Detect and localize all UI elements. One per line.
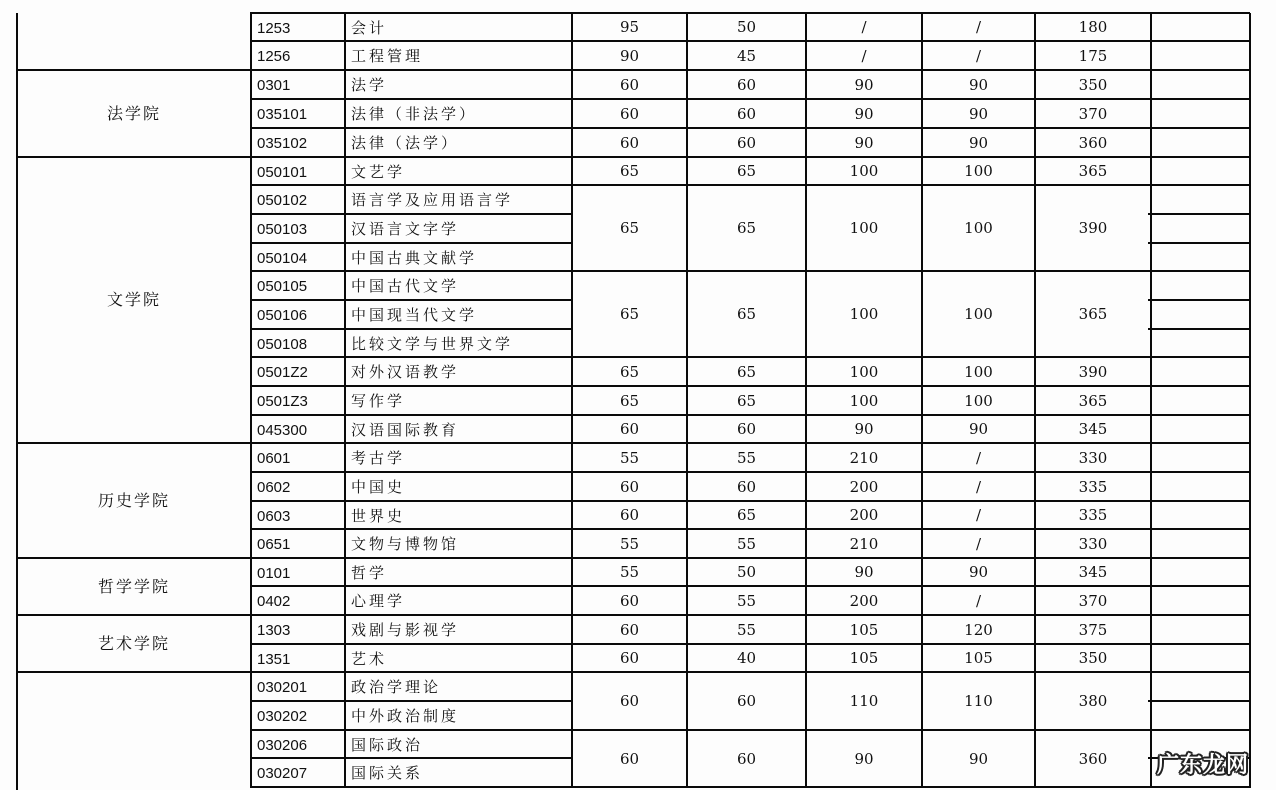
row-divider [251,213,572,215]
score-subject-2: 120 [964,620,993,639]
note-row-divider [1148,69,1250,71]
note-row-divider [1148,471,1250,473]
score-subject-2: 100 [964,305,993,323]
major-name: 比较文学与世界文学 [351,334,514,353]
major-name: 写作学 [351,392,406,410]
note-row-divider [1148,127,1250,129]
major-code: 0603 [257,507,291,525]
major-code: 050104 [257,249,308,267]
score-politics: 55 [619,563,640,581]
score-total: 390 [1078,219,1108,237]
row-divider [251,585,572,587]
score-subject-2: / [975,591,982,610]
score-foreign-language: 60 [736,133,757,152]
row-divider [251,671,572,673]
major-name: 法律（非法学） [351,105,478,123]
score-politics: 60 [619,104,640,123]
score-subject-2: 105 [964,649,993,667]
row-divider [251,184,572,186]
score-subject-1: 100 [849,219,879,237]
score-total: 380 [1078,692,1108,710]
major-code: 0501Z3 [257,393,308,410]
major-code: 050103 [257,221,308,238]
score-politics: 60 [619,591,640,610]
row-divider [251,98,572,100]
score-foreign-language: 45 [736,46,757,65]
score-subject-2: / [975,534,982,553]
score-subject-2: 90 [968,563,989,581]
score-total: 360 [1078,133,1108,152]
note-row-divider [1148,700,1250,702]
major-code: 0602 [257,479,291,496]
score-subject-2: 90 [968,104,989,123]
score-total: 390 [1078,362,1108,381]
note-row-divider [1148,242,1250,244]
score-politics: 60 [619,620,640,639]
major-name: 艺术 [351,649,388,668]
major-name: 戏剧与影视学 [351,621,460,639]
major-name: 会计 [351,18,388,37]
score-subject-1: 100 [849,162,879,180]
college-name [17,672,251,787]
score-politics: 65 [619,305,640,323]
note-row-divider [1148,356,1250,358]
major-name: 对外汉语教学 [351,363,460,381]
score-subject-2: 100 [964,162,993,180]
major-code: 0601 [257,450,291,467]
score-total: 375 [1078,620,1108,639]
row-divider [251,299,572,301]
major-code: 035102 [257,135,308,152]
major-name: 中国古代文学 [351,277,460,295]
major-code: 0501Z2 [257,364,308,381]
major-code: 1256 [257,48,291,65]
major-name: 法律（法学） [351,134,460,152]
score-subject-1: 200 [849,477,879,496]
score-foreign-language: 40 [736,649,757,667]
row-divider [251,643,572,645]
score-subject-1: 100 [849,305,879,323]
score-subject-2: 90 [968,749,989,768]
college-name [17,13,251,70]
row-divider [251,385,572,387]
row-divider [251,270,572,272]
major-name: 中国现当代文学 [351,306,478,324]
major-name: 文物与博物馆 [351,535,460,553]
major-code: 030206 [257,736,308,754]
note-row-divider [1148,528,1250,530]
score-politics: 55 [619,448,640,467]
score-subject-2: / [975,506,982,524]
row-divider [251,69,572,71]
score-subject-1: 110 [849,692,879,710]
score-subject-2: / [975,477,982,496]
major-code: 050106 [257,307,308,324]
major-code: 030207 [257,765,308,782]
major-code: 035101 [257,106,308,123]
major-name: 工程管理 [351,47,424,65]
note-row-divider [1148,156,1250,158]
major-name: 中外政治制度 [351,707,460,725]
row-divider [251,614,572,616]
row-divider [251,471,572,473]
score-total: 370 [1078,591,1108,610]
note-row-divider [1148,385,1250,387]
score-total: 345 [1078,563,1108,581]
score-total: 365 [1078,391,1108,410]
score-subject-2: / [975,18,982,36]
row-divider [251,700,572,702]
note-row-divider [1148,98,1250,100]
row-divider [251,242,572,244]
score-politics: 65 [619,362,640,381]
score-subject-2: 90 [968,75,989,94]
major-code: 0101 [257,564,291,582]
college-name: 法学院 [106,103,161,123]
row-divider [251,127,572,129]
row-divider [251,414,572,416]
note-row-divider [1148,643,1250,645]
major-code: 1303 [257,622,291,639]
major-name: 国际政治 [351,735,424,754]
score-total: 350 [1078,75,1108,94]
major-name: 法学 [351,76,388,94]
score-politics: 90 [619,46,640,65]
score-politics: 60 [619,506,640,524]
score-foreign-language: 55 [736,534,757,553]
score-subject-2: 100 [964,219,993,237]
major-name: 汉语言文字学 [351,220,460,238]
college-name: 历史学院 [97,490,170,510]
score-foreign-language: 65 [736,219,757,237]
note-row-divider [1148,500,1250,502]
major-code: 050108 [257,335,308,353]
score-foreign-language: 65 [736,362,757,381]
note-row-divider [1148,184,1250,186]
score-politics: 65 [619,219,640,237]
score-subject-1: 105 [849,649,879,667]
college-name: 艺术学院 [97,633,170,653]
major-name: 文艺学 [351,162,406,181]
row-divider [251,156,572,158]
score-total: 345 [1078,420,1108,438]
score-subject-2: 100 [964,362,993,381]
score-subject-1: / [861,18,867,36]
score-subject-1: / [861,46,867,65]
score-politics: 65 [619,391,640,410]
score-total: 365 [1078,305,1108,323]
note-row-divider [1148,442,1250,444]
score-total: 360 [1078,749,1108,768]
score-subject-1: 90 [854,75,874,94]
score-subject-2: 110 [964,692,993,710]
score-total: 335 [1078,506,1108,524]
college-name: 文学院 [106,290,161,309]
row-divider [251,557,572,559]
major-code: 1351 [257,650,291,668]
major-name: 语言学及应用语言学 [351,191,514,209]
score-subject-1: 200 [849,591,879,610]
score-total: 330 [1078,448,1108,467]
major-code: 050102 [257,192,308,209]
score-politics: 55 [619,534,640,553]
major-name: 哲学 [351,563,388,582]
major-code: 0301 [257,77,291,94]
row-divider [251,500,572,502]
score-foreign-language: 55 [736,591,757,610]
score-foreign-language: 60 [736,749,757,768]
score-politics: 60 [619,420,640,438]
note-row-divider [1148,729,1250,731]
score-politics: 60 [619,692,640,710]
score-subject-1: 210 [849,534,879,553]
major-name: 汉语国际教育 [351,420,460,439]
score-subject-2: 90 [968,420,989,438]
score-politics: 60 [619,649,640,667]
score-foreign-language: 50 [736,18,757,36]
major-name: 世界史 [351,506,406,525]
score-subject-2: 100 [964,391,993,410]
score-foreign-language: 65 [736,162,757,180]
college-name: 哲学学院 [97,576,170,596]
note-row-divider [1148,414,1250,416]
score-subject-2: / [975,46,982,65]
score-total: 175 [1078,46,1108,65]
major-name: 中国古典文献学 [351,248,478,267]
major-name: 国际关系 [351,764,424,782]
note-row-divider [1148,213,1250,215]
row-divider [251,442,572,444]
major-code: 050101 [257,163,308,181]
note-row-divider [1148,585,1250,587]
major-code: 0402 [257,593,291,610]
score-total: 180 [1078,18,1108,36]
row-divider [251,528,572,530]
row-divider [251,356,572,358]
score-total: 335 [1078,477,1108,496]
note-row-divider [1148,299,1250,301]
score-subject-1: 90 [854,563,874,581]
note-row-divider [1148,557,1250,559]
score-politics: 60 [619,75,640,94]
score-foreign-language: 55 [736,448,757,467]
score-subject-1: 90 [854,749,874,768]
watermark: 广东龙网 [1157,753,1250,778]
note-row-divider [1148,328,1250,330]
major-code: 030201 [257,679,308,696]
score-subject-1: 90 [854,420,874,438]
score-subject-1: 100 [849,391,879,410]
major-code: 030202 [257,708,308,725]
score-subject-1: 90 [854,104,874,123]
score-foreign-language: 55 [736,620,757,639]
major-code: 045300 [257,421,308,439]
score-foreign-language: 60 [736,420,757,438]
score-total: 365 [1078,162,1108,180]
score-politics: 60 [619,477,640,496]
score-subject-1: 100 [849,362,879,381]
row-divider [251,328,572,330]
score-subject-1: 90 [854,133,874,152]
score-subject-1: 105 [849,620,879,639]
note-row-divider [1148,614,1250,616]
major-code: 1253 [257,19,291,37]
score-total: 330 [1078,534,1108,553]
note-row-divider [1148,270,1250,272]
major-code: 0651 [257,536,291,553]
score-subject-1: 200 [849,506,879,524]
score-foreign-language: 50 [736,563,757,581]
major-name: 考古学 [351,449,406,467]
row-divider [251,757,572,759]
major-name: 心理学 [351,592,406,610]
score-total: 370 [1078,104,1108,123]
score-total: 350 [1078,649,1108,667]
major-name: 中国史 [351,478,406,496]
score-foreign-language: 65 [736,506,757,524]
note-row-divider [1148,40,1250,42]
note-row-divider [1148,671,1250,673]
score-politics: 95 [619,18,640,36]
score-foreign-language: 60 [736,75,757,94]
score-foreign-language: 65 [736,305,757,323]
score-foreign-language: 60 [736,104,757,123]
score-politics: 60 [619,749,640,768]
major-name: 政治学理论 [351,678,442,696]
score-subject-1: 210 [849,448,879,467]
score-subject-2: / [975,448,982,467]
score-foreign-language: 60 [736,477,757,496]
score-politics: 65 [619,162,640,180]
score-foreign-language: 65 [736,391,757,410]
major-code: 050105 [257,278,308,295]
row-divider [251,729,572,731]
row-divider [251,40,572,42]
score-subject-2: 90 [968,133,989,152]
score-foreign-language: 60 [736,692,757,710]
score-politics: 60 [619,133,640,152]
